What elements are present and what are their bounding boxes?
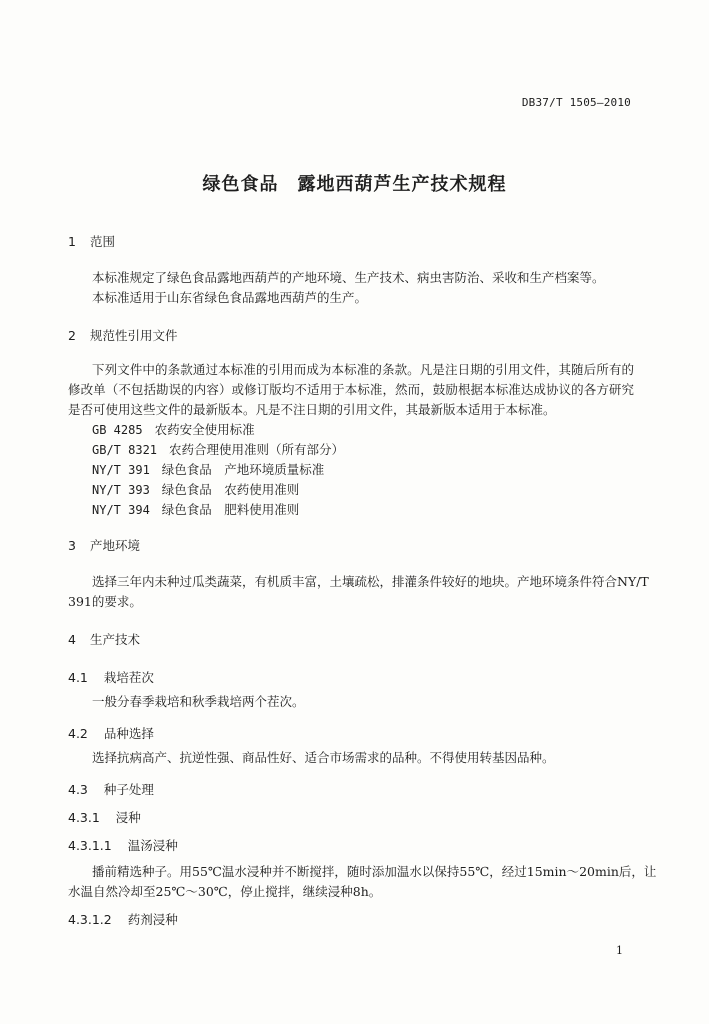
reference-name: 农药合理使用准则（所有部分） <box>169 442 345 457</box>
paragraph: 一般分春季栽培和秋季栽培两个茬次。 <box>92 694 305 709</box>
reference-name: 绿色食品 产地环境质量标准 <box>161 462 325 477</box>
section-title: 浸种 <box>115 810 141 825</box>
section-number: 4 <box>68 632 76 647</box>
section-title: 栽培茬次 <box>103 670 154 685</box>
page-number: 1 <box>616 944 623 957</box>
reference-item <box>92 420 255 438</box>
section-number: 4.3.1.2 <box>68 912 112 927</box>
paragraph-line: 391的要求。 <box>68 594 142 609</box>
reference-code: GB 4285 <box>92 423 143 437</box>
subsection-4-3-1-1-heading <box>68 836 178 854</box>
section-title: 药剂浸种 <box>127 912 178 927</box>
reference-code: GB/T 8321 <box>92 443 158 457</box>
subsection-4-2-heading <box>68 724 154 742</box>
section-4-heading <box>68 630 140 648</box>
reference-code: NY/T 393 <box>92 483 150 497</box>
reference-name: 绿色食品 肥料使用准则 <box>161 502 300 517</box>
reference-code: NY/T 391 <box>92 463 150 477</box>
section-number: 4.1 <box>68 670 88 685</box>
paragraph: 本标准规定了绿色食品露地西葫芦的产地环境、生产技术、病虫害防治、采收和生产档案等。 <box>92 270 605 285</box>
section-title: 种子处理 <box>103 782 154 797</box>
paragraph: 选择抗病高产、抗逆性强、商品性好、适合市场需求的品种。不得使用转基因品种。 <box>92 750 555 765</box>
reference-item <box>92 460 324 478</box>
reference-item <box>92 440 344 458</box>
section-3-heading <box>68 536 140 554</box>
subsection-4-1-heading <box>68 668 154 686</box>
section-number: 4.3.1 <box>68 810 100 825</box>
subsection-4-3-1-2-heading <box>68 910 178 928</box>
paragraph-line: 修改单（不包括勘误的内容）或修订版均不适用于本标准，然而，鼓励根据本标准达成协议的各方研究 <box>68 382 634 397</box>
reference-name: 农药安全使用标准 <box>154 422 255 437</box>
subsection-4-3-1-heading <box>68 808 141 826</box>
section-number: 2 <box>68 328 76 343</box>
section-title: 产地环境 <box>89 538 140 553</box>
section-2-heading <box>68 326 177 344</box>
section-title: 生产技术 <box>89 632 140 647</box>
section-number: 1 <box>68 234 76 249</box>
document-title: 绿色食品 露地西葫芦生产技术规程 <box>202 174 507 195</box>
section-title: 温汤浸种 <box>127 838 178 853</box>
section-number: 4.2 <box>68 726 88 741</box>
paragraph-line: 是否可使用这些文件的最新版本。凡是不注日期的引用文件，其最新版本适用于本标准。 <box>68 402 556 417</box>
reference-item <box>92 500 299 518</box>
paragraph-line: 播前精选种子。用55℃温水浸种并不断搅拌，随时添加温水以保持55℃，经过15min～20min后，让 <box>92 864 657 879</box>
paragraph-line: 选择三年内未种过瓜类蔬菜，有机质丰富，土壤疏松，排灌条件较好的地块。产地环境条件符合NY/T <box>92 574 649 589</box>
section-title: 范围 <box>89 234 115 249</box>
paragraph: 本标准适用于山东省绿色食品露地西葫芦的生产。 <box>92 290 368 305</box>
reference-code: NY/T 394 <box>92 503 150 517</box>
reference-item <box>92 480 299 498</box>
reference-name: 绿色食品 农药使用准则 <box>161 482 300 497</box>
section-title: 规范性引用文件 <box>89 328 178 343</box>
section-1-heading <box>68 232 115 250</box>
paragraph-line: 下列文件中的条款通过本标准的引用而成为本标准的条款。凡是注日期的引用文件，其随后所有的 <box>92 362 634 377</box>
section-number: 4.3 <box>68 782 88 797</box>
section-title: 品种选择 <box>103 726 154 741</box>
subsection-4-3-heading <box>68 780 154 798</box>
paragraph-line: 水温自然冷却至25℃～30℃，停止搅拌，继续浸种8h。 <box>68 884 382 899</box>
standard-code: DB37/T 1505—2010 <box>521 96 631 109</box>
section-number: 4.3.1.1 <box>68 838 112 853</box>
section-number: 3 <box>68 538 76 553</box>
